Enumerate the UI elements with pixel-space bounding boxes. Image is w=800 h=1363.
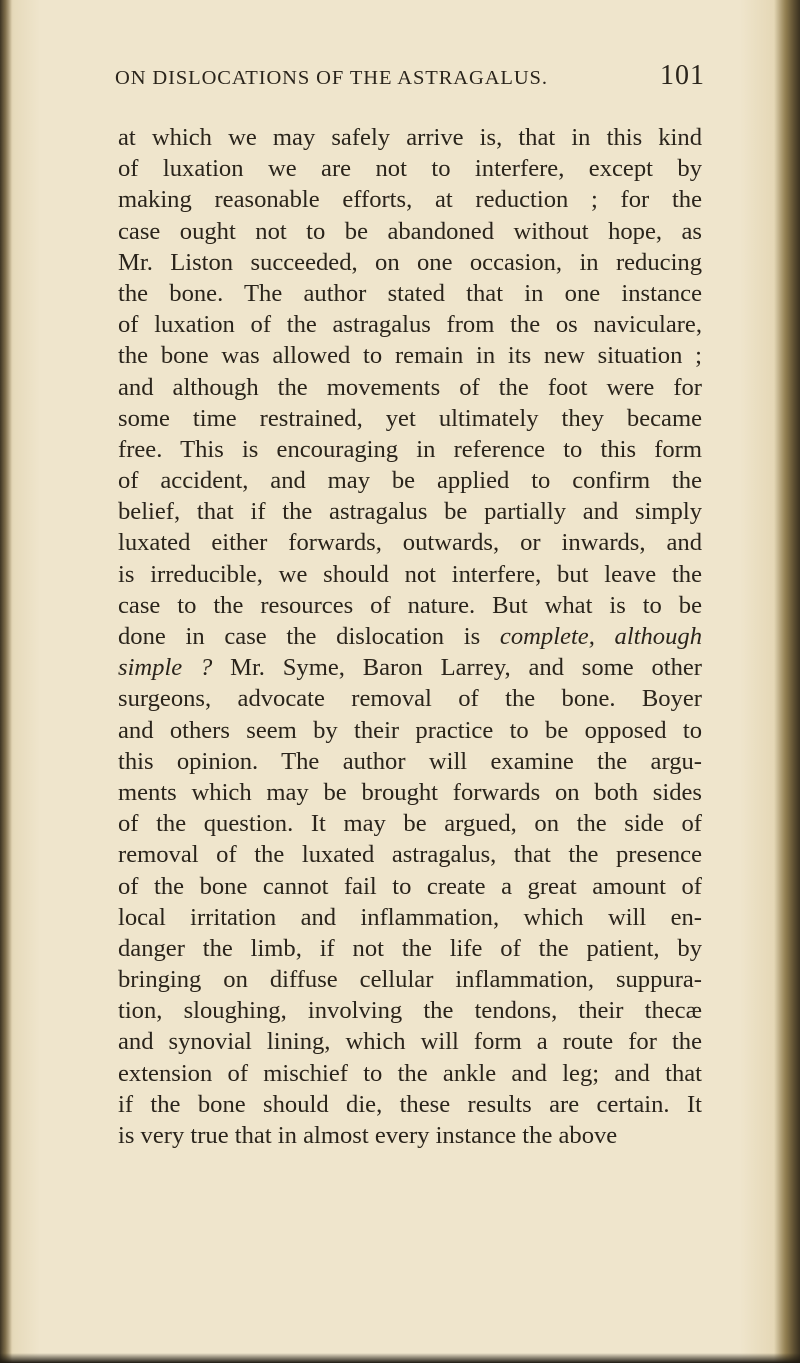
- text-line: case ought not to be abandoned without hope, as: [118, 217, 702, 245]
- text-line: tion, sloughing, involving the tendons, their thecæ: [118, 997, 702, 1025]
- text-line: the bone was allowed to remain in its new situation ;: [118, 342, 702, 370]
- text-line: local irritation and inflammation, which will en-: [118, 903, 702, 931]
- italic-phrase: simple ?: [118, 654, 213, 682]
- text-line: of luxation of the astragalus from the os naviculare,: [118, 311, 702, 339]
- text-line: case to the resources of nature. But what is to be: [118, 591, 702, 619]
- italic-phrase: complete, although: [499, 623, 702, 650]
- text-line: the bone. The author stated that in one instance: [118, 279, 702, 307]
- page-number: 101: [660, 60, 705, 91]
- text-run: Mr. Syme, Baron Larrey, and some other: [230, 654, 702, 682]
- text-line: this opinion. The author will examine the argu-: [118, 747, 702, 775]
- text-line: of the question. It may be argued, on the side of: [118, 810, 702, 838]
- body-text: [118, 122, 702, 1151]
- text-line: luxated either forwards, outwards, or inwards, and: [118, 529, 702, 557]
- text-line: extension of mischief to the ankle and leg; and that: [118, 1059, 702, 1087]
- text-line: free. This is encouraging in reference to this form: [118, 435, 702, 463]
- text-line: of accident, and may be applied to confirm the: [118, 467, 702, 495]
- page-gutter-shadow: [0, 0, 12, 1363]
- page-edge-shadow: [774, 0, 800, 1363]
- text-line: is very true that in almost every instance the above: [118, 1122, 618, 1149]
- text-line-with-italic: [118, 652, 702, 683]
- text-line: is irreducible, we should not interfere, but leave the: [118, 560, 702, 588]
- text-line: belief, that if the astragalus be partially and simply: [118, 498, 702, 526]
- text-line: and although the movements of the foot were for: [118, 373, 702, 401]
- text-line: bringing on diffuse cellular inflammation, suppura-: [118, 966, 702, 994]
- text-line: and synovial lining, which will form a route for the: [118, 1028, 702, 1056]
- text-line: some time restrained, yet ultimately they became: [118, 404, 702, 432]
- text-line: surgeons, advocate removal of the bone. Boyer: [118, 685, 702, 713]
- text-line: removal of the luxated astragalus, that the presence: [118, 841, 702, 869]
- text-line: making reasonable efforts, at reduction ; for the: [118, 186, 702, 214]
- text-line: of the bone cannot fail to create a great amount of: [118, 872, 702, 900]
- text-run: done in case the dislocation is: [118, 623, 481, 650]
- text-line: of luxation we are not to interfere, except by: [118, 155, 702, 183]
- text-line-with-italic: [118, 621, 702, 652]
- page-bottom-edge: [0, 1353, 800, 1363]
- text-line: danger the limb, if not the life of the patient, by: [118, 934, 702, 962]
- page-header: [115, 60, 705, 100]
- text-line: if the bone should die, these results are certain. It: [118, 1090, 702, 1118]
- text-line: and others seem by their practice to be opposed to: [118, 716, 702, 744]
- text-line: Mr. Liston succeeded, on one occasion, in reducing: [118, 248, 702, 276]
- text-line: at which we may safely arrive is, that in this kind: [118, 124, 702, 151]
- text-line: ments which may be brought forwards on both sides: [118, 778, 702, 806]
- running-head: ON DISLOCATIONS OF THE ASTRAGALUS.: [115, 67, 548, 89]
